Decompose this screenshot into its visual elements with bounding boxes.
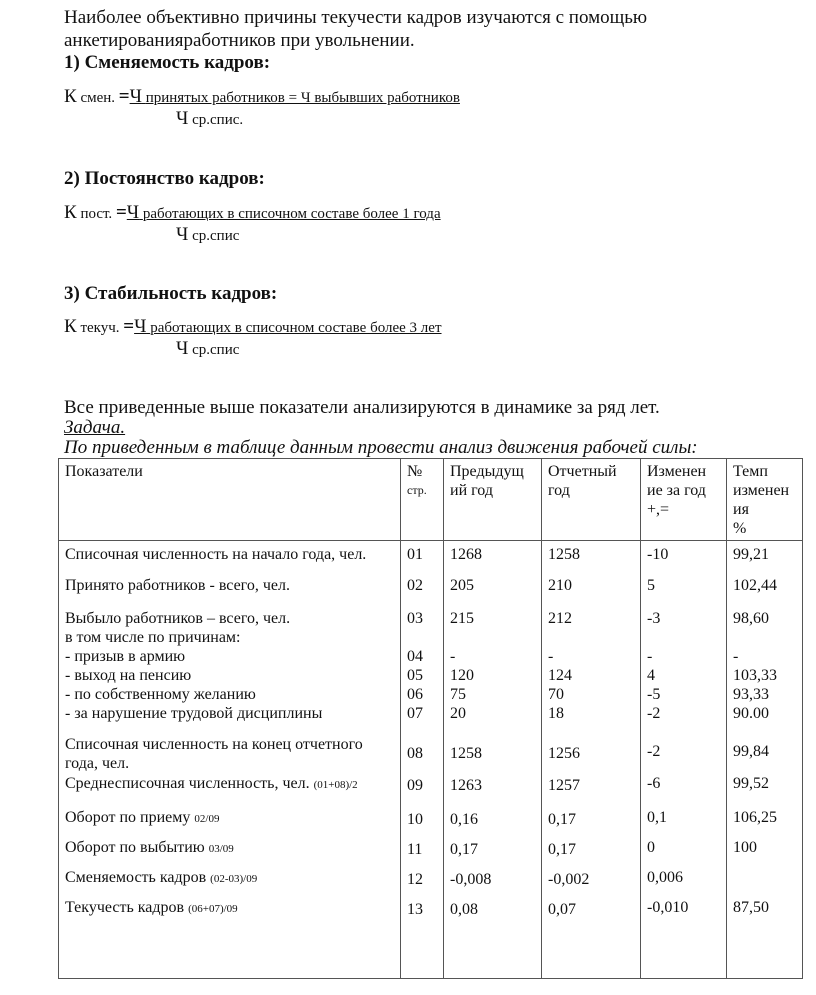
- header-chg-line3: +,=: [647, 501, 670, 518]
- formula-equals: =: [123, 316, 135, 337]
- row-name: Оборот по приему: [65, 808, 191, 826]
- table-row: [59, 571, 803, 601]
- table-row: [59, 833, 803, 863]
- row-no: 13: [401, 893, 444, 979]
- table-row: [59, 893, 803, 979]
- row-name: Списочная численность на начало года, чел.: [59, 541, 401, 571]
- row-curr: -: [548, 647, 554, 665]
- row-no: 01: [401, 541, 444, 571]
- row-prev: 75: [450, 685, 466, 703]
- table-row: [59, 803, 803, 833]
- row-name-cell: [59, 803, 401, 833]
- formula-3-denominator: [176, 338, 239, 360]
- formula-denominator-text: ср.спис.: [192, 112, 244, 128]
- row-name: Списочная численность на конец отчетного года, чел.: [59, 723, 401, 773]
- row-prev: 20: [450, 704, 466, 722]
- row-rate: 99,52: [727, 773, 803, 803]
- row-chg: -: [647, 647, 653, 665]
- row-prev: 1263: [444, 773, 542, 803]
- row-prev: -: [450, 647, 456, 665]
- intro-line-1: Наиболее объективно причины текучести кадров изучаются с помощью: [64, 7, 648, 28]
- formula-numerator-prefix: Ч: [134, 316, 147, 337]
- row-no-group: [401, 601, 444, 723]
- row-curr: 124: [548, 666, 572, 684]
- row-no: 12: [401, 863, 444, 893]
- row-no: 03: [407, 609, 423, 627]
- row-prev: 0,17: [444, 833, 542, 863]
- row-rate: 99,84: [727, 723, 803, 773]
- formula-2-denominator: [176, 224, 239, 246]
- row-name: - призыв в армию: [65, 647, 186, 665]
- formula-numerator: принятых работников = Ч выбывших работников: [145, 90, 460, 106]
- header-prev-line2: ий год: [450, 482, 493, 499]
- row-name-subheading: в том числе по причинам:: [65, 628, 241, 646]
- row-rate: 103,33: [733, 666, 777, 684]
- header-rate-line4: %: [733, 520, 747, 537]
- row-formula: (06+07)/09: [188, 902, 238, 915]
- task-label: Задача.: [64, 417, 126, 438]
- row-no: 11: [401, 833, 444, 863]
- row-name: Принято работников - всего, чел.: [59, 571, 401, 601]
- row-name: Сменяемость кадров: [65, 868, 207, 886]
- row-no: 07: [407, 704, 423, 722]
- row-formula: (02-03)/09: [210, 872, 258, 885]
- row-curr: -0,002: [542, 863, 641, 893]
- row-rate: 102,44: [727, 571, 803, 601]
- formula-equals: =: [115, 202, 127, 223]
- row-no: 10: [401, 803, 444, 833]
- header-rate-line2: изменен: [733, 482, 790, 499]
- row-chg: -6: [641, 773, 727, 803]
- row-curr: 18: [548, 704, 564, 722]
- row-name-group: [59, 601, 401, 723]
- formula-k-subscript: смен.: [80, 90, 116, 106]
- row-rate: 90.00: [733, 704, 769, 722]
- formula-k-subscript: текуч.: [80, 320, 120, 336]
- labor-movement-table: [58, 458, 803, 979]
- header-change: [641, 459, 727, 541]
- row-prev: 0,08: [444, 893, 542, 979]
- formula-numerator: работающих в списочном составе более 1 года: [142, 206, 441, 222]
- header-chg-line1: Изменен: [647, 463, 707, 480]
- row-rate: 100: [727, 833, 803, 863]
- formula-k: К: [64, 316, 77, 337]
- intro-paragraph: [64, 6, 647, 52]
- row-no: 02: [401, 571, 444, 601]
- header-row-number: [401, 459, 444, 541]
- header-previous-year: [444, 459, 542, 541]
- header-curr-line2: год: [548, 482, 570, 499]
- formula-3-numerator-line: [64, 316, 442, 338]
- section-2-heading: 2) Постоянство кадров:: [64, 168, 265, 189]
- formula-k-subscript: пост.: [80, 206, 113, 222]
- row-curr: 1257: [542, 773, 641, 803]
- formula-numerator: работающих в списочном составе более 3 лет: [150, 320, 442, 336]
- row-formula: 02/09: [194, 812, 220, 825]
- row-prev: 215: [450, 609, 474, 627]
- row-curr: 1258: [542, 541, 641, 571]
- row-chg: 5: [641, 571, 727, 601]
- row-name-cell: [59, 773, 401, 803]
- table-row: [59, 773, 803, 803]
- summary-text: Все приведенные выше показатели анализируются в динамике за ряд лет.: [64, 397, 660, 418]
- row-chg: 4: [647, 666, 655, 684]
- section-3-heading: 3) Стабильность кадров:: [64, 283, 278, 304]
- header-rate-line1: Темп: [733, 463, 768, 480]
- header-curr-line1: Отчетный: [548, 463, 617, 480]
- row-formula: 03/09: [208, 842, 234, 855]
- row-curr: 210: [542, 571, 641, 601]
- formula-1-numerator-line: [64, 86, 460, 108]
- row-curr: 70: [548, 685, 564, 703]
- row-name-cell: [59, 863, 401, 893]
- row-rate: 99,21: [727, 541, 803, 571]
- row-chg: -3: [647, 609, 661, 627]
- row-curr: 0,17: [542, 803, 641, 833]
- row-name: Оборот по выбытию: [65, 838, 205, 856]
- row-curr: 0,17: [542, 833, 641, 863]
- row-name-cell: [59, 833, 401, 863]
- row-prev: 1258: [444, 723, 542, 773]
- row-no: 04: [407, 647, 423, 665]
- row-rate: 87,50: [727, 893, 803, 979]
- formula-2-numerator-line: [64, 202, 441, 224]
- formula-equals: =: [118, 86, 130, 107]
- row-rate: 93,33: [733, 685, 769, 703]
- row-prev: 0,16: [444, 803, 542, 833]
- formula-k: К: [64, 202, 77, 223]
- row-chg: -2: [647, 704, 661, 722]
- row-rate: 98,60: [733, 609, 769, 627]
- row-no: 05: [407, 666, 423, 684]
- formula-numerator-prefix: Ч: [126, 202, 140, 223]
- row-prev: 205: [444, 571, 542, 601]
- row-no: 09: [401, 773, 444, 803]
- header-current-year: [542, 459, 641, 541]
- row-curr-group: [542, 601, 641, 723]
- formula-denominator-prefix: Ч: [176, 108, 189, 129]
- row-rate: [727, 863, 803, 893]
- formula-numerator-prefix: Ч: [129, 86, 142, 107]
- formula-1-denominator: [176, 108, 243, 130]
- header-no-line2: стр.: [407, 483, 427, 497]
- task-text: По приведенным в таблице данным провести анализ движения рабочей силы:: [64, 437, 698, 458]
- header-rate: [727, 459, 803, 541]
- table-row: [59, 601, 803, 723]
- row-formula: (01+08)/2: [313, 778, 358, 791]
- row-name: - выход на пенсию: [65, 666, 192, 684]
- row-prev: 1268: [444, 541, 542, 571]
- header-no-line1: №: [407, 463, 423, 480]
- row-no: 08: [401, 723, 444, 773]
- row-name: Среднесписочная численность, чел.: [65, 774, 310, 792]
- formula-denominator-prefix: Ч: [176, 224, 189, 245]
- row-rate: 106,25: [727, 803, 803, 833]
- row-chg: -0,010: [641, 893, 727, 979]
- formula-denominator-text: ср.спис: [192, 342, 240, 358]
- row-chg: -5: [647, 685, 661, 703]
- row-chg: 0,1: [641, 803, 727, 833]
- row-curr: 0,07: [542, 893, 641, 979]
- formula-denominator-prefix: Ч: [176, 338, 189, 359]
- row-chg: 0,006: [641, 863, 727, 893]
- row-name-cell: [59, 893, 401, 979]
- row-name: Текучесть кадров: [65, 898, 185, 916]
- row-prev: 120: [450, 666, 474, 684]
- table-row: [59, 541, 803, 571]
- row-chg: -2: [641, 723, 727, 773]
- table-row: [59, 863, 803, 893]
- row-name: - по собственному желанию: [65, 685, 256, 703]
- header-rate-line3: ия: [733, 501, 749, 518]
- header-indicator: Показатели: [59, 459, 401, 541]
- row-prev: -0,008: [444, 863, 542, 893]
- row-curr: 1256: [542, 723, 641, 773]
- table-header-row: [59, 459, 803, 541]
- row-chg: -10: [641, 541, 727, 571]
- formula-denominator-text: ср.спис: [192, 228, 240, 244]
- row-rate-group: [727, 601, 803, 723]
- table-row: [59, 723, 803, 773]
- header-prev-line1: Предыдущ: [450, 463, 524, 480]
- row-chg-group: [641, 601, 727, 723]
- row-prev-group: [444, 601, 542, 723]
- section-1-heading: 1) Сменяемость кадров:: [64, 52, 271, 73]
- row-name: Выбыло работников – всего, чел.: [65, 609, 291, 627]
- row-name: - за нарушение трудовой дисциплины: [65, 704, 323, 722]
- header-chg-line2: ие за год: [647, 482, 706, 499]
- row-curr: 212: [548, 609, 572, 627]
- row-no: 06: [407, 685, 423, 703]
- formula-k: К: [64, 86, 77, 107]
- row-rate: -: [733, 647, 739, 665]
- row-chg: 0: [641, 833, 727, 863]
- intro-line-2: анкетированияработников при увольнении.: [64, 30, 415, 51]
